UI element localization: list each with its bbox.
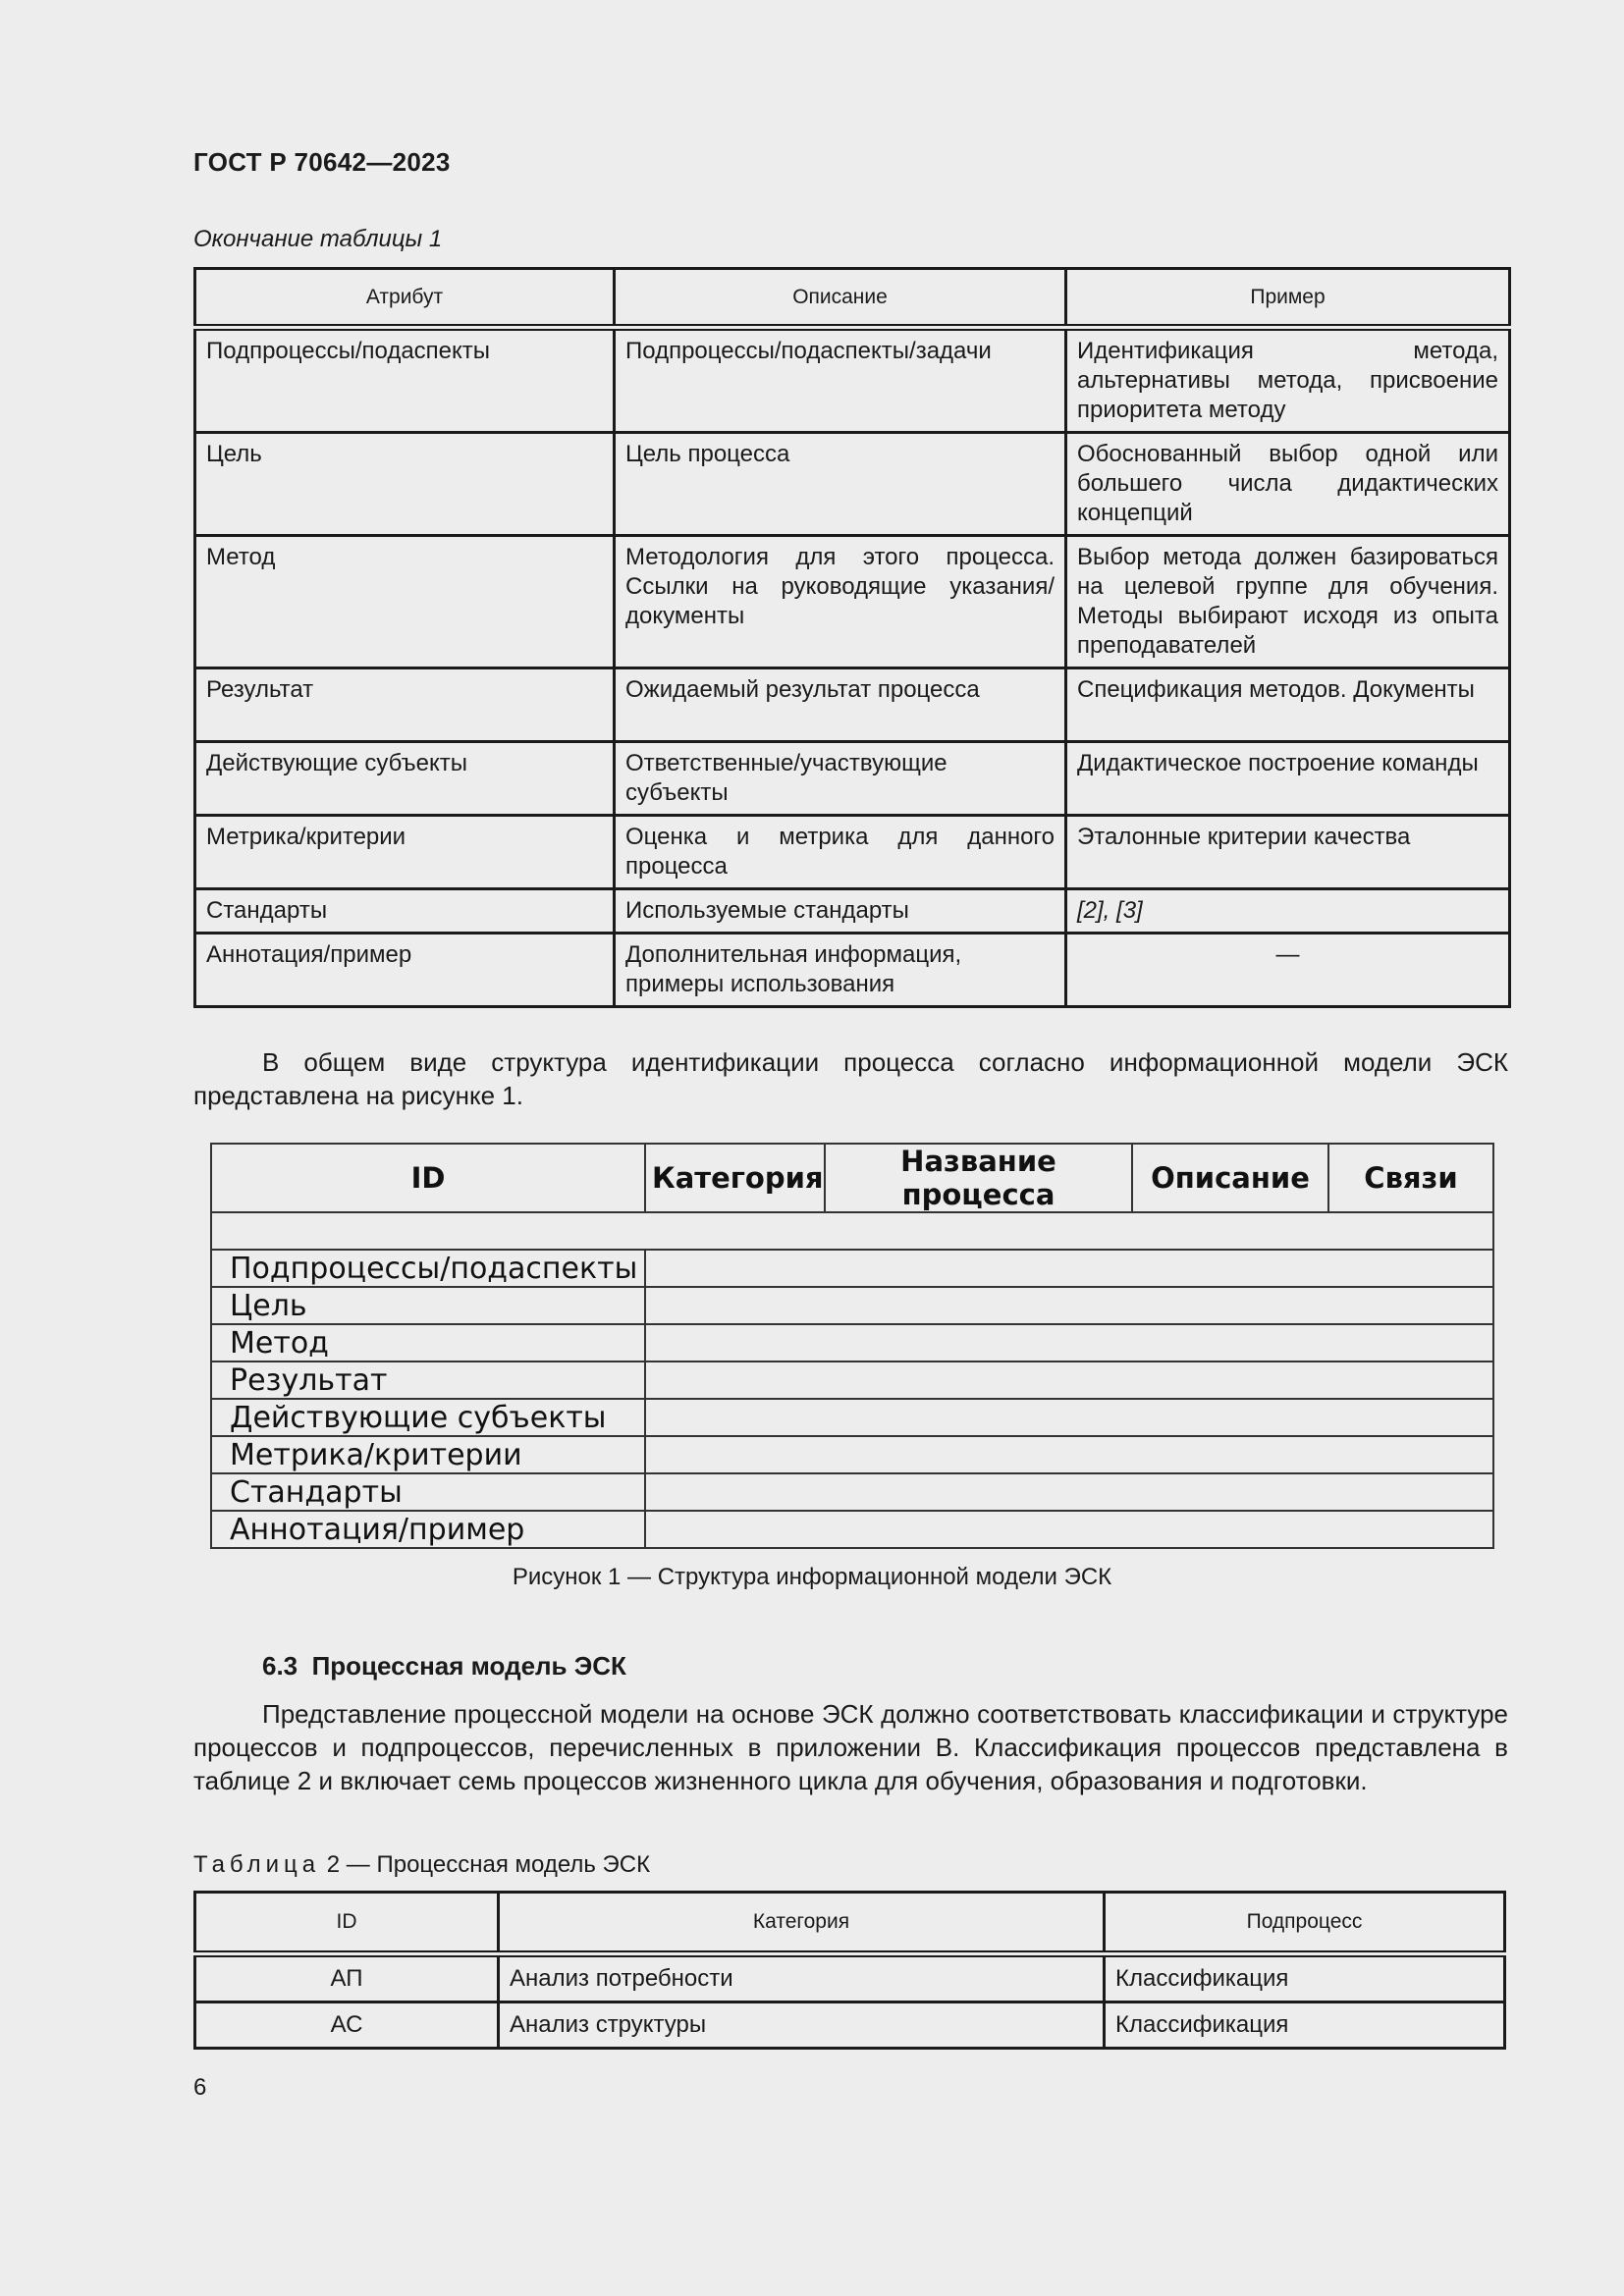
table-row [195,536,1510,668]
table1-cell-attribute: Метод [195,536,615,668]
figure1-row-value [645,1324,1493,1362]
table2-cell-subprocess: Классификация [1105,2002,1505,2049]
figure1-row [211,1250,1493,1287]
table2-caption [193,1851,650,1879]
table1-cell-description: Ответственные/участвующие субъекты [615,742,1066,816]
page-number: 6 [193,2074,207,2101]
table1-cell-example: Идентификация метода, альтернативы метода, присвоение приоритета методу [1066,328,1510,433]
table-row [195,433,1510,536]
table2-caption-rest: 2 — Процессная модель ЭСК [326,1851,651,1878]
figure1-row-label: Подпроцессы/подаспекты [211,1250,645,1287]
figure1-row-label: Действующие субъекты [211,1399,645,1436]
figure1-row-value [645,1287,1493,1324]
figure1-row-value [645,1250,1493,1287]
table2-cell-category: Анализ потребности [499,1954,1105,2002]
table1-cell-example: [2], [3] [1066,889,1510,934]
figure1-row [211,1511,1493,1548]
table1-cell-description: Методология для этого процесса. Ссылки на руководящие указания/ документы [615,536,1066,668]
table-row [195,668,1510,742]
table1-cell-example: Спецификация методов. Документы [1066,668,1510,742]
paragraph-process-model [193,1697,1508,1797]
table1-cell-attribute: Стандарты [195,889,615,934]
table1-cell-description: Дополнительная информация, примеры использования [615,934,1066,1007]
figure1-model-table [210,1143,1494,1549]
figure1-row [211,1399,1493,1436]
section-title-text: Процессная модель ЭСК [311,1651,626,1681]
table-row [195,742,1510,816]
figure1-row-label: Результат [211,1362,645,1399]
table2-header-subprocess: Подпроцесс [1105,1893,1505,1954]
table1-cell-attribute: Метрика/критерии [195,816,615,889]
figure1-header-id: ID [211,1144,645,1212]
figure1-header-links: Связи [1328,1144,1493,1212]
table1-cell-description: Ожидаемый результат процесса [615,668,1066,742]
table2-header-id: ID [195,1893,499,1954]
figure1-row [211,1362,1493,1399]
table1-cell-attribute: Результат [195,668,615,742]
table1 [193,267,1511,1008]
table2-cell-id: АП [195,1954,499,2002]
table2-cell-id: АС [195,2002,499,2049]
figure1-row [211,1436,1493,1473]
table-row [195,889,1510,934]
figure1-row-value [645,1436,1493,1473]
figure1-row-label: Аннотация/пример [211,1511,645,1548]
table1-cell-description: Цель процесса [615,433,1066,536]
table-row [195,934,1510,1007]
section-title [262,1651,626,1682]
table-row [195,816,1510,889]
figure1-blank-cell [211,1212,1493,1250]
table1-cell-example: — [1066,934,1510,1007]
table-row [195,2002,1505,2049]
figure1-row-value [645,1399,1493,1436]
paragraph-structure [193,1045,1508,1112]
figure1-row-value [645,1362,1493,1399]
figure1-row [211,1473,1493,1511]
table1-caption: Окончание таблицы 1 [193,226,443,252]
table2-header-category: Категория [499,1893,1105,1954]
table1-cell-example: Эталонные критерии качества [1066,816,1510,889]
table1-cell-description: Оценка и метрика для данного процесса [615,816,1066,889]
table1-cell-example: Обоснованный выбор одной или большего числа дидактических концепций [1066,433,1510,536]
table-row [195,1954,1505,2002]
figure1-row [211,1287,1493,1324]
table1-cell-description: Используемые стандарты [615,889,1066,934]
table1-header-description: Описание [615,269,1066,328]
figure1-header-category: Категория [645,1144,825,1212]
table2-cell-category: Анализ структуры [499,2002,1105,2049]
section-number: 6.3 [262,1651,298,1681]
figure1-row-value [645,1511,1493,1548]
figure1 [210,1143,1492,1549]
figure1-header-row [211,1144,1493,1212]
table2 [193,1891,1506,2050]
paragraph-structure-text: В общем виде структура идентификации процесса согласно информационной модели ЭСК представлена на рисунке 1. [193,1047,1508,1110]
table1-cell-attribute: Действующие субъекты [195,742,615,816]
document-id: ГОСТ Р 70642—2023 [193,147,451,177]
figure1-row [211,1324,1493,1362]
figure1-header-process-name: Название процесса [825,1144,1132,1212]
table1-header-row [195,269,1510,328]
table1-cell-example: Выбор метода должен базироваться на целевой группе для обучения. Методы выбирают исходя из опыта преподавателей [1066,536,1510,668]
figure1-row-label: Метрика/критерии [211,1436,645,1473]
table1-header-attribute: Атрибут [195,269,615,328]
table-row [195,328,1510,433]
figure1-blank-row [211,1212,1493,1250]
figure1-caption: Рисунок 1 — Структура информационной модели ЭСК [512,1564,1112,1590]
figure1-header-description: Описание [1132,1144,1328,1212]
table1-cell-attribute: Аннотация/пример [195,934,615,1007]
table1-cell-attribute: Подпроцессы/подаспекты [195,328,615,433]
table2-cell-subprocess: Классификация [1105,1954,1505,2002]
paragraph-process-model-text: Представление процессной модели на основе ЭСК должно соответствовать классификации и структуре процессов и подпроцессов, перечисленных в приложении В. Классификация процессов представлена в таблице 2 и включает семь процессов жизненного цикла для обучения, образования и подготовки. [193,1699,1508,1795]
table1-cell-example: Дидактическое построение команды [1066,742,1510,816]
table2-header-row [195,1893,1505,1954]
figure1-row-label: Метод [211,1324,645,1362]
figure1-row-label: Стандарты [211,1473,645,1511]
figure1-row-label: Цель [211,1287,645,1324]
table1-header-example: Пример [1066,269,1510,328]
table1-cell-attribute: Цель [195,433,615,536]
figure1-row-value [645,1473,1493,1511]
table1-cell-description: Подпроцессы/подаспекты/задачи [615,328,1066,433]
table2-caption-word: Таблица [193,1851,321,1878]
